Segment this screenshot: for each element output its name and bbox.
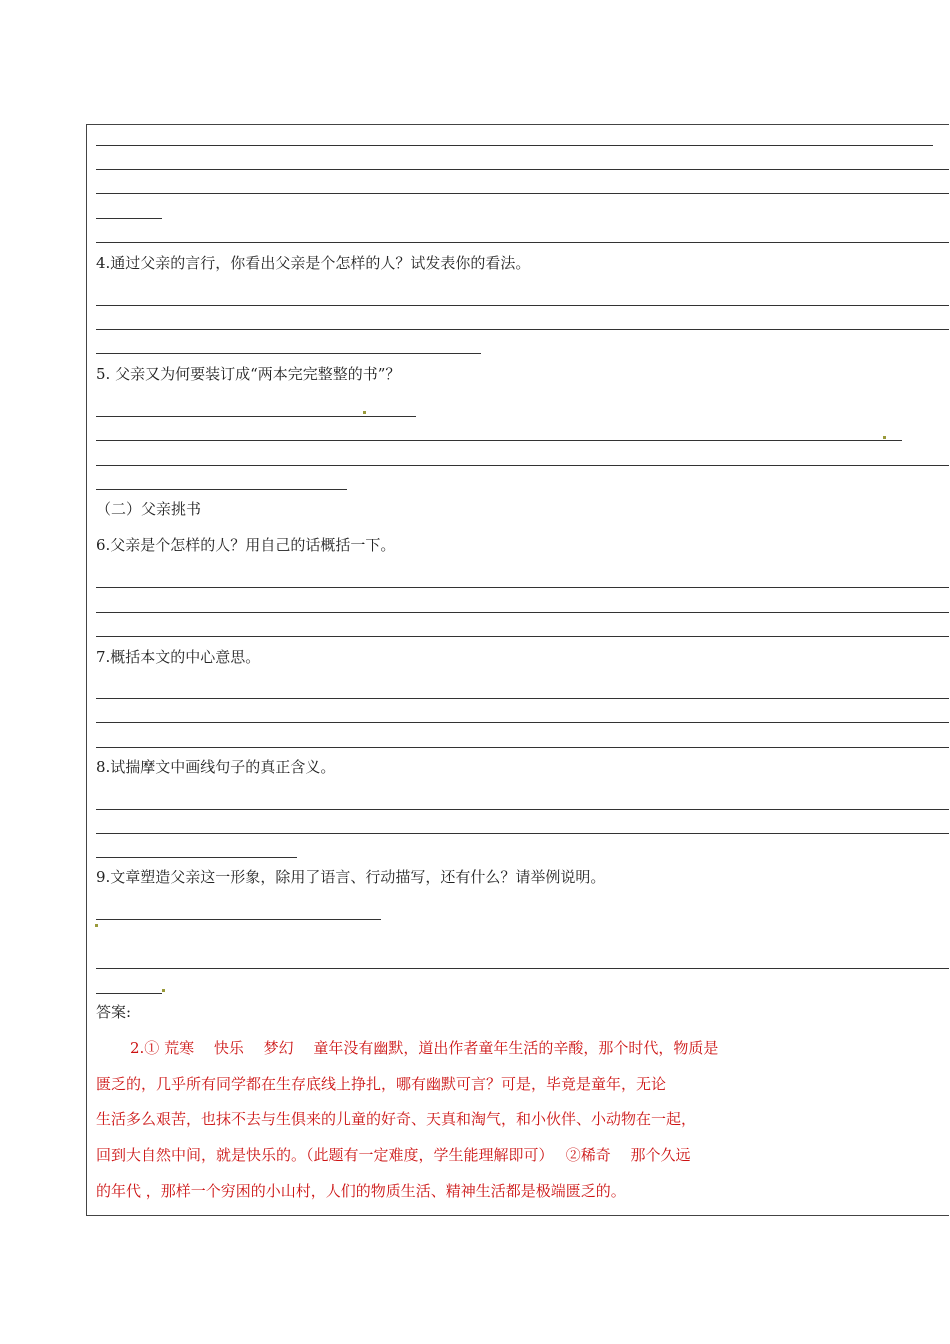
answer-line: [96, 993, 162, 994]
answer-line: [96, 612, 949, 613]
question-4: 4.通过父亲的言行，你看出父亲是个怎样的人？试发表你的看法。: [96, 254, 531, 272]
answer-line: [96, 857, 297, 858]
answer-line: [96, 968, 949, 969]
mark-dot: [162, 989, 165, 992]
answer-line-text: 匮乏的，几乎所有同学都在生存底线上挣扎，哪有幽默可言？可是，毕竟是童年，无论: [96, 1075, 667, 1093]
answer-line: [96, 809, 949, 810]
answer-line: [96, 698, 949, 699]
answer-line: [96, 919, 381, 920]
answer-line-text: 2.① 荒寒 快乐 梦幻 童年没有幽默，道出作者童年生活的辛酸，那个时代，物质是: [130, 1039, 719, 1057]
section-heading: （二）父亲挑书: [96, 500, 202, 518]
answer-line-text: 回到大自然中间，就是快乐的。（此题有一定难度，学生能理解即可） ②稀奇 那个久远: [96, 1146, 691, 1164]
answer-line: [96, 747, 949, 748]
answer-line: [96, 218, 162, 219]
answer-line: [96, 242, 949, 243]
answer-line: [96, 440, 902, 441]
question-9: 9.文章塑造父亲这一形象，除用了语言、行动描写，还有什么？请举例说明。: [96, 868, 606, 886]
answer-line-text: 生活多么艰苦，也抹不去与生俱来的儿童的好奇、天真和淘气，和小伙伴、小动物在一起，: [96, 1110, 697, 1128]
answer-line: [96, 587, 949, 588]
answer-line: [96, 636, 949, 637]
mark-dot: [363, 411, 366, 414]
mark-dot: [883, 436, 886, 439]
mark-dot: [95, 924, 98, 927]
answer-line: [96, 169, 949, 170]
question-6: 6.父亲是个怎样的人？用自己的话概括一下。: [96, 536, 396, 554]
answer-line: [96, 145, 933, 146]
question-8: 8.试揣摩文中画线句子的真正含义。: [96, 758, 336, 776]
answer-line: [96, 353, 481, 354]
answer-line: [96, 193, 949, 194]
answer-line: [96, 416, 416, 417]
question-5: 5. 父亲又为何要装订成“两本完完整整的书”？: [96, 365, 401, 383]
answer-line: [96, 305, 949, 306]
question-7: 7.概括本文的中心意思。: [96, 648, 261, 666]
answer-line: [96, 329, 949, 330]
answer-line: [96, 722, 949, 723]
answer-line-text: 的年代 ，那样一个穷困的小山村，人们的物质生活、精神生活都是极端匮乏的。: [96, 1182, 626, 1200]
answers-heading: 答案:: [96, 1003, 132, 1021]
answer-line: [96, 465, 949, 466]
answer-line: [96, 489, 347, 490]
answer-line: [96, 833, 949, 834]
